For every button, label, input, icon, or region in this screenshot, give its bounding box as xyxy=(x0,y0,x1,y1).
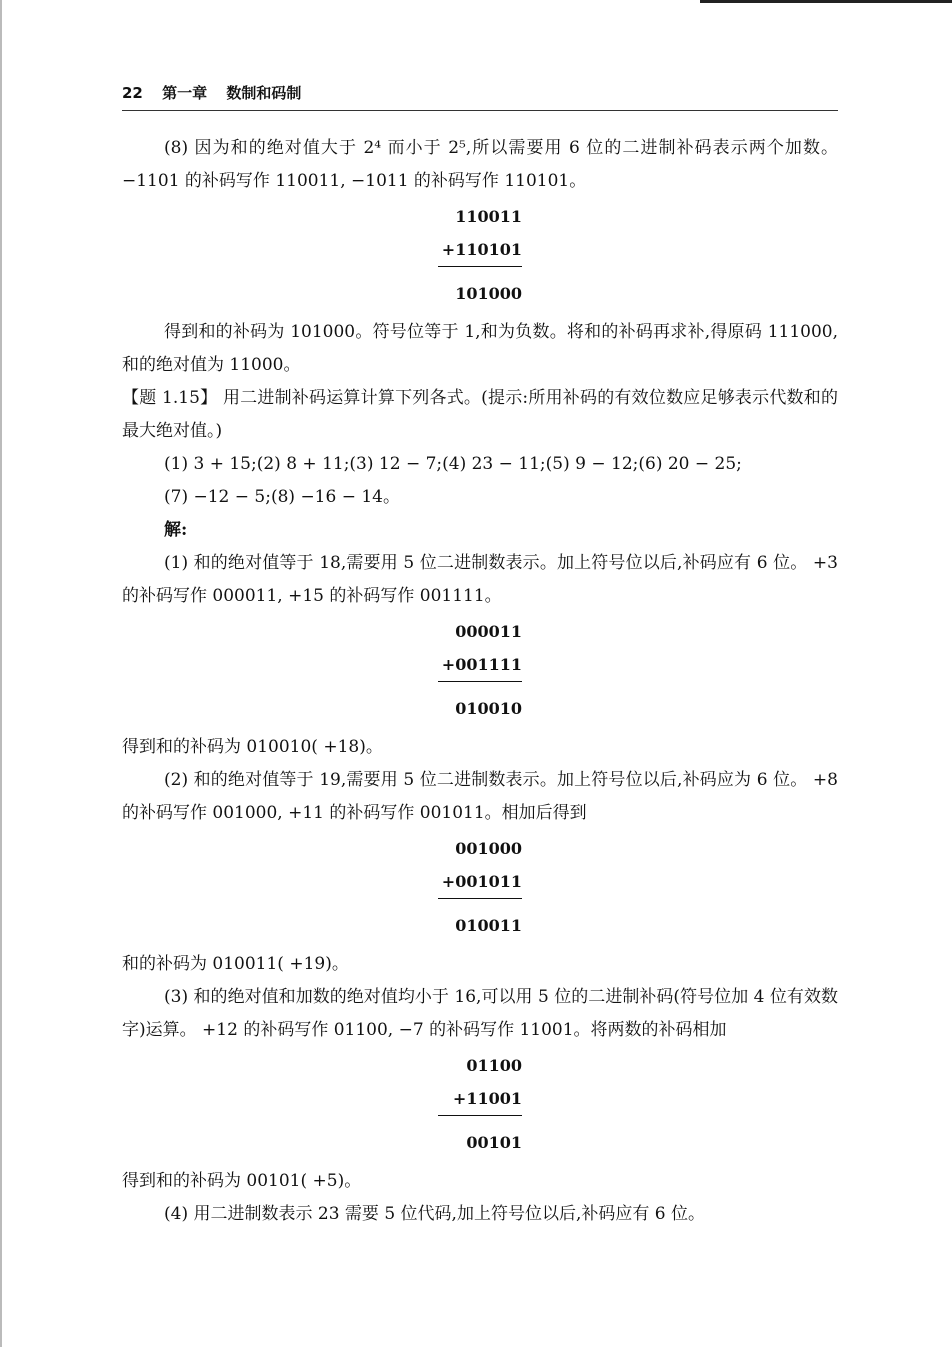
sum-result: 00101 xyxy=(466,1133,522,1152)
addend-1: 000011 xyxy=(455,622,522,641)
sum-result: 010011 xyxy=(455,916,522,935)
paragraph: (3) 和的绝对值和加数的绝对值均小于 16,可以用 5 位的二进制补码(符号位加 4 位有效数字)运算。 +12 的补码写作 01100, −7 的补码写作 11001。将两数的补码相加 xyxy=(122,987,838,1040)
addend-2: +001111 xyxy=(438,648,522,682)
paragraph: (1) 3 + 15;(2) 8 + 11;(3) 12 − 7;(4) 23 − 11;(5) 9 − 12;(6) 20 − 25; xyxy=(164,454,742,474)
paragraph: 和的补码为 010011( +19)。 xyxy=(122,954,349,974)
addend-1: 110011 xyxy=(455,207,522,226)
paragraph: 解: xyxy=(164,520,188,540)
sum-result: 010010 xyxy=(455,699,522,718)
paragraph: 得到和的补码为 00101( +5)。 xyxy=(122,1171,362,1191)
addend-2: +001011 xyxy=(438,865,522,899)
paragraph: 【题 1.15】 用二进制补码运算计算下列各式。(提示:所用补码的有效位数应足够表示代数和的最大绝对值。) xyxy=(122,388,838,441)
header-rule xyxy=(122,110,838,111)
chapter-label: 第一章 xyxy=(162,84,208,102)
page-body xyxy=(122,132,838,1231)
addend-2: +110101 xyxy=(438,233,522,267)
paragraph: 得到和的补码为 010010( +18)。 xyxy=(122,737,383,757)
paragraph: (7) −12 − 5;(8) −16 − 14。 xyxy=(164,487,400,507)
addend-2: +11001 xyxy=(438,1082,522,1116)
paragraph: (2) 和的绝对值等于 19,需要用 5 位二进制数表示。加上符号位以后,补码应为 6 位。 +8 的补码写作 001000, +11 的补码写作 001011。相加后得到 xyxy=(122,770,838,823)
page-number: 22 xyxy=(122,84,143,102)
page-edge-rule xyxy=(0,0,2,1347)
sum-result: 101000 xyxy=(455,284,522,303)
binary-addition xyxy=(438,1049,522,1159)
paragraph: (1) 和的绝对值等于 18,需要用 5 位二进制数表示。加上符号位以后,补码应有 6 位。 +3 的补码写作 000011, +15 的补码写作 001111。 xyxy=(122,553,838,606)
addend-1: 01100 xyxy=(466,1056,522,1075)
binary-addition xyxy=(438,200,522,310)
chapter-title: 数制和码制 xyxy=(226,84,302,102)
addend-1: 001000 xyxy=(455,839,522,858)
page-header xyxy=(122,82,838,103)
binary-addition xyxy=(438,832,522,942)
paragraph: (8) 因为和的绝对值大于 2⁴ 而小于 2⁵,所以需要用 6 位的二进制补码表示两个加数。 −1101 的补码写作 110011, −1011 的补码写作 110101。 xyxy=(122,138,838,191)
paragraph: 得到和的补码为 101000。符号位等于 1,和为负数。将和的补码再求补,得原码 111000,和的绝对值为 11000。 xyxy=(122,322,838,375)
scan-top-line xyxy=(700,0,952,3)
binary-addition xyxy=(438,615,522,725)
paragraph: (4) 用二进制数表示 23 需要 5 位代码,加上符号位以后,补码应有 6 位。 xyxy=(164,1204,705,1224)
